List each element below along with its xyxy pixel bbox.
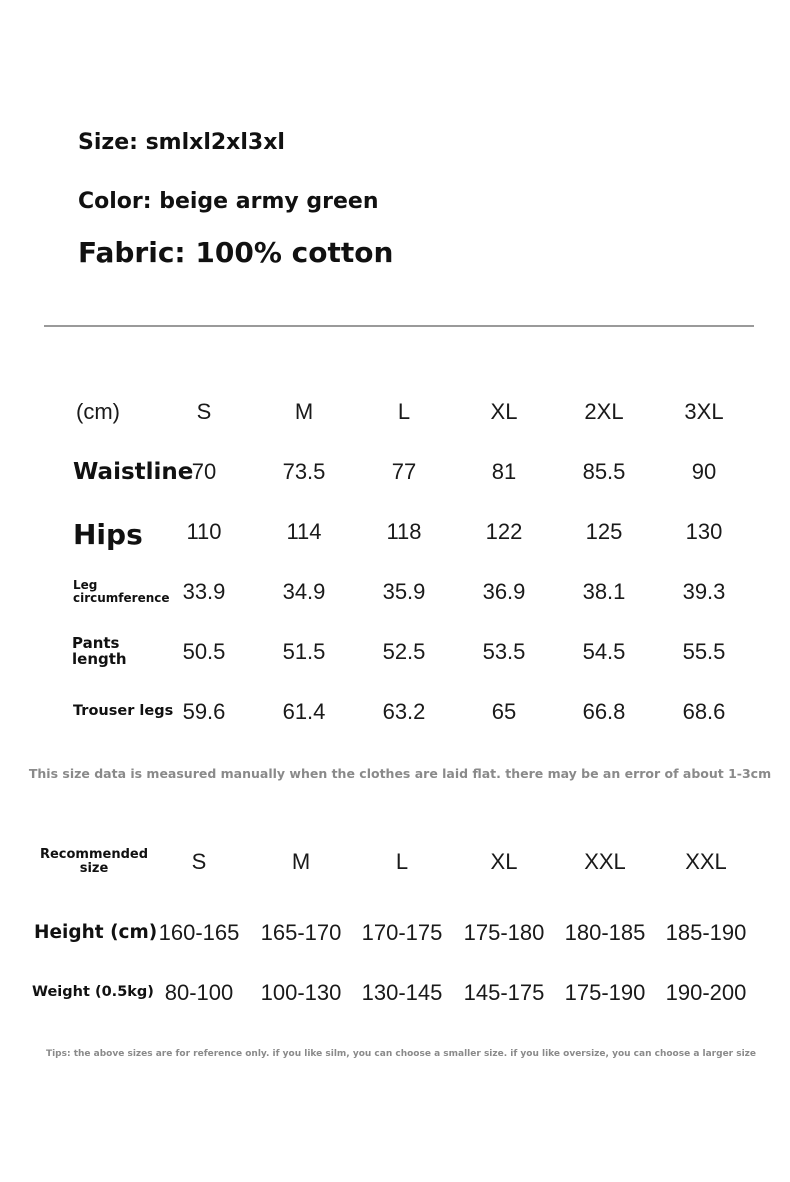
row-label-line: circumference <box>73 591 170 605</box>
table-cell: 145-175 <box>463 980 545 1005</box>
size-header-cell: XXL <box>584 849 626 874</box>
table-row <box>0 632 790 672</box>
row-label-waistline: Waistline <box>73 458 194 485</box>
table-cell: 190-200 <box>665 980 747 1005</box>
row-label-leg-circumference <box>73 572 170 612</box>
row-label-trouser-legs: Trouser legs <box>73 703 174 720</box>
table-cell: 53.5 <box>482 639 526 664</box>
table-header-row <box>0 842 790 882</box>
row-label-height: Height (cm) <box>34 922 158 944</box>
recommended-size-header <box>38 842 150 882</box>
table-cell: 66.8 <box>582 699 626 724</box>
table-cell: 122 <box>485 519 523 544</box>
table-cell: 61.4 <box>282 699 326 724</box>
size-header-cell: 2XL <box>584 399 624 424</box>
table-cell: 50.5 <box>182 639 226 664</box>
spec-size: Size: smlxl2xl3xl <box>78 130 285 155</box>
size-header-cell: XXL <box>685 849 727 874</box>
row-label-line: length <box>72 650 127 668</box>
table-cell: 100-130 <box>260 980 342 1005</box>
table-cell: 130-145 <box>361 980 443 1005</box>
header-line: size <box>79 861 109 876</box>
size-header-cell: S <box>191 849 207 874</box>
table-row <box>0 452 790 492</box>
table-cell: 73.5 <box>282 459 326 484</box>
table-row <box>0 973 790 1013</box>
table-cell: 170-175 <box>361 920 443 945</box>
section-divider <box>44 325 754 327</box>
header-line: Recommended <box>39 847 149 863</box>
table-cell: 36.9 <box>482 579 526 604</box>
size-header-cell: 3XL <box>684 399 724 424</box>
table-cell: 118 <box>386 519 422 544</box>
table-cell: 85.5 <box>582 459 626 484</box>
table-header-row <box>0 392 790 432</box>
size-header-cell: M <box>291 849 311 874</box>
table-cell: 35.9 <box>382 579 426 604</box>
table-cell: 54.5 <box>582 639 626 664</box>
size-header-cell: S <box>196 399 212 424</box>
table-cell: 125 <box>585 519 623 544</box>
table-row <box>0 692 790 732</box>
table-cell: 38.1 <box>582 579 626 604</box>
row-label-pants-length <box>72 632 127 672</box>
table-row <box>0 512 790 552</box>
table-cell: 34.9 <box>282 579 326 604</box>
size-header-cell: L <box>397 399 411 424</box>
table-cell: 175-190 <box>564 980 646 1005</box>
table-cell: 110 <box>186 519 222 544</box>
table-cell: 68.6 <box>682 699 726 724</box>
table-cell: 70 <box>191 459 217 484</box>
size-header-cell: M <box>294 399 314 424</box>
table-cell: 51.5 <box>282 639 326 664</box>
table-cell: 59.6 <box>182 699 226 724</box>
table-cell: 130 <box>685 519 723 544</box>
table-cell: 160-165 <box>158 920 240 945</box>
table-cell: 39.3 <box>682 579 726 604</box>
table-row <box>0 572 790 612</box>
spec-fabric: Fabric: 100% cotton <box>78 236 394 269</box>
measurement-note: This size data is measured manually when the clothes are laid flat. there may be an error of about 1-3cm <box>28 766 772 781</box>
table-cell: 165-170 <box>260 920 342 945</box>
size-header-cell: XL <box>490 849 518 874</box>
size-header-cell: XL <box>490 399 518 424</box>
table-cell: 77 <box>391 459 417 484</box>
table-cell: 63.2 <box>382 699 426 724</box>
row-label-hips: Hips <box>73 518 143 552</box>
table-cell: 175-180 <box>463 920 545 945</box>
row-label-line: Pants <box>72 634 120 653</box>
table-cell: 81 <box>491 459 517 484</box>
table-cell: 80-100 <box>164 980 234 1005</box>
table-cell: 185-190 <box>665 920 747 945</box>
unit-label: (cm) <box>76 399 120 424</box>
spec-color: Color: beige army green <box>78 189 379 214</box>
tips-note: Tips: the above sizes are for reference only. if you like silm, you can choose a smaller size. if you like oversize, you can choose a larger size <box>45 1049 757 1059</box>
table-cell: 90 <box>691 459 717 484</box>
row-label-line: Leg <box>73 578 98 593</box>
table-cell: 180-185 <box>564 920 646 945</box>
size-header-cell: L <box>395 849 409 874</box>
table-row <box>0 913 790 953</box>
table-cell: 52.5 <box>382 639 426 664</box>
row-label-weight: Weight (0.5kg) <box>32 984 154 1001</box>
table-cell: 65 <box>491 699 517 724</box>
table-cell: 33.9 <box>182 579 226 604</box>
table-cell: 114 <box>286 519 322 544</box>
table-cell: 55.5 <box>682 639 726 664</box>
